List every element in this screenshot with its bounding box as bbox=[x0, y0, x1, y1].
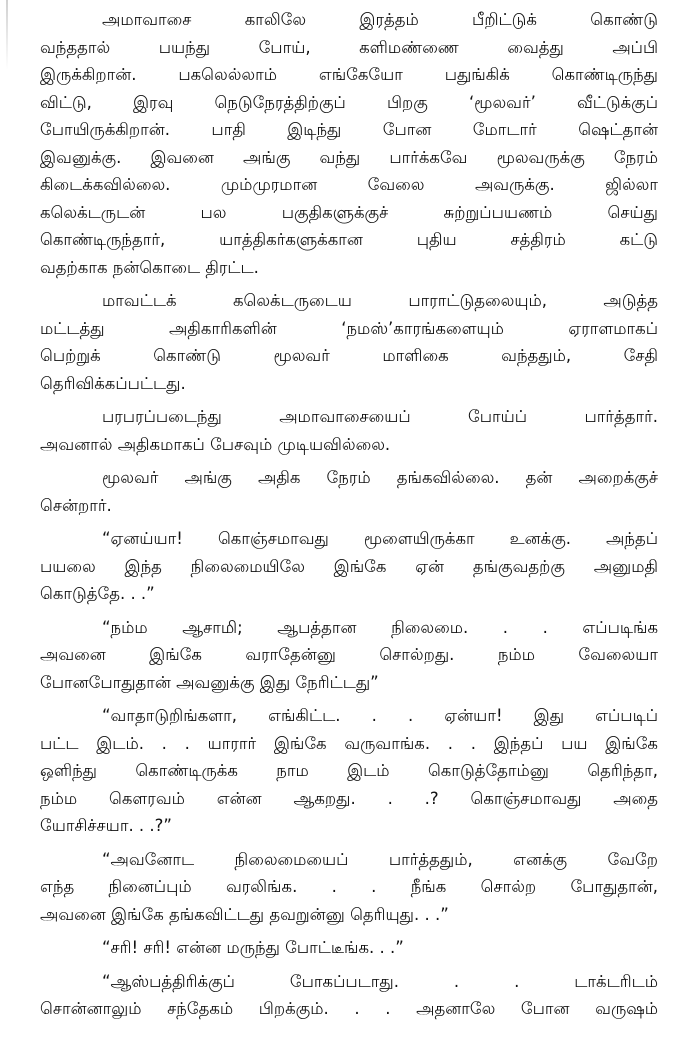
text-line: அவனை இங்கே தங்கவிட்டது தவறுன்னு தெரியுது. . .” bbox=[40, 904, 449, 924]
text-line: சென்றார். bbox=[40, 495, 112, 515]
text-line: இருக்கிறான். பகலெல்லாம் எங்கேயோ பதுங்கிக் கொண்டிருந்து bbox=[40, 65, 658, 84]
text-line: இவனுக்கு. இவனை அங்கு வந்து பார்க்கவே மூலவருக்கு நேரம் bbox=[40, 147, 658, 167]
text-line: கொண்டிருந்தார், யாத்திகர்களுக்கான புதிய சத்திரம் கட்டு bbox=[40, 230, 658, 249]
text-line: தெரிவிக்கப்பட்டது. bbox=[40, 373, 186, 393]
text-line: கொடுத்தே. . .” bbox=[40, 584, 155, 603]
paragraph-9 bbox=[40, 934, 658, 962]
text-line: சொன்னாலும் சந்தேகம் பிறக்கும். . . அதனாலே போன வருஷம் bbox=[40, 999, 658, 1018]
text-line: “வாதாடுறிங்களா, எங்கிட்ட. . . ஏன்யா! இது எப்படிப் bbox=[102, 706, 658, 725]
text-line: மாவட்டக் கலெக்டருடைய பாராட்டுதலையும், அடுத்த bbox=[102, 291, 658, 310]
text-line: நம்ம கௌரவம் என்ன ஆகறது. . .? கொஞ்சமாவது அதை bbox=[40, 788, 658, 808]
text-line: ஒளிந்து கொண்டிருக்க நாம இடம் கொடுத்தோம்னு தெரிந்தா, bbox=[40, 761, 658, 780]
paragraph-2 bbox=[40, 287, 658, 397]
text-line: பயலை இந்த நிலைமையிலே இங்கே ஏன் தங்குவதற்கு அனுமதி bbox=[40, 556, 658, 576]
page-edge-shadow bbox=[6, 0, 8, 70]
text-line: எந்த நினைப்பும் வரலிங்க. . . நீங்க சொல்ற போதுதான், bbox=[40, 877, 658, 896]
paragraph-4 bbox=[40, 464, 658, 519]
paragraph-10 bbox=[40, 968, 658, 1023]
text-line: “ஆஸ்பத்திரிக்குப் போகப்படாது. . . டாக்டரிடம் bbox=[102, 971, 658, 991]
text-line: அவனை இங்கே வராதேன்னு சொல்றது. நம்ம வேலையா bbox=[40, 645, 658, 664]
text-line: யோசிச்சயா. . .?” bbox=[40, 816, 172, 835]
text-line: கிடைக்கவில்லை. மும்முரமான வேலை அவருக்கு. ஜில்லா bbox=[40, 175, 658, 194]
text-line: “ஏனய்யா! கொஞ்சமாவது மூளையிருக்கா உனக்கு. அந்தப் bbox=[102, 529, 658, 548]
text-line: வந்ததால் பயந்து போய், களிமண்ணை வைத்து அப்பி bbox=[40, 37, 658, 57]
text-line: அமாவாசை காலிலே இரத்தம் பீறிட்டுக் கொண்டு bbox=[102, 10, 658, 29]
text-line: வதற்காக நன்கொடை திரட்ட. bbox=[40, 257, 259, 277]
text-line: மூலவர் அங்கு அதிக நேரம் தங்கவில்லை. தன் அறைக்குச் bbox=[102, 468, 658, 487]
page-body bbox=[40, 6, 658, 1029]
paragraph-6 bbox=[40, 614, 658, 697]
text-line: “சரி! சரி! என்ன மருந்து போட்டீங்க. . .” bbox=[102, 938, 404, 957]
paragraph-3 bbox=[40, 403, 658, 458]
text-line: கலெக்டருடன் பல பகுதிகளுக்குச் சுற்றுப்பயணம் செய்து bbox=[40, 202, 658, 222]
text-line: “அவனோட நிலைமையைப் பார்த்ததும், எனக்கு வேறே bbox=[102, 849, 658, 869]
paragraph-1 bbox=[40, 6, 658, 281]
paragraph-8 bbox=[40, 846, 658, 929]
text-line: போயிருக்கிறான். பாதி இடிந்து போன மோடார் ஷெட்தான் bbox=[40, 120, 658, 139]
text-line: போனபோதுதான் அவனுக்கு இது நேரிட்டது” bbox=[40, 672, 379, 692]
text-line: பெற்றுக் கொண்டு மூலவர் மாளிகை வந்ததும், சேதி bbox=[40, 346, 658, 365]
text-line: “நம்ம ஆசாமி; ஆபத்தான நிலைமை. . . எப்படிங்க bbox=[102, 617, 658, 637]
text-line: பட்ட இடம். . . யாரார் இங்கே வருவாங்க. . . இந்தப் பய இங்கே bbox=[40, 733, 658, 753]
text-line: விட்டு, இரவு நெடுநேரத்திற்குப் பிறகு ‘மூலவர்’ வீட்டுக்குப் bbox=[40, 92, 658, 112]
paragraph-7 bbox=[40, 702, 658, 840]
text-line: அவனால் அதிகமாகப் பேசவும் முடியவில்லை. bbox=[40, 434, 391, 454]
paragraph-5 bbox=[40, 525, 658, 608]
text-line: பரபரப்படைந்து அமாவாசையைப் போய்ப் பார்த்தார். bbox=[102, 407, 658, 426]
text-line: மட்டத்து அதிகாரிகளின் ‘நமஸ்’காரங்களையும் ஏராளமாகப் bbox=[40, 318, 658, 338]
